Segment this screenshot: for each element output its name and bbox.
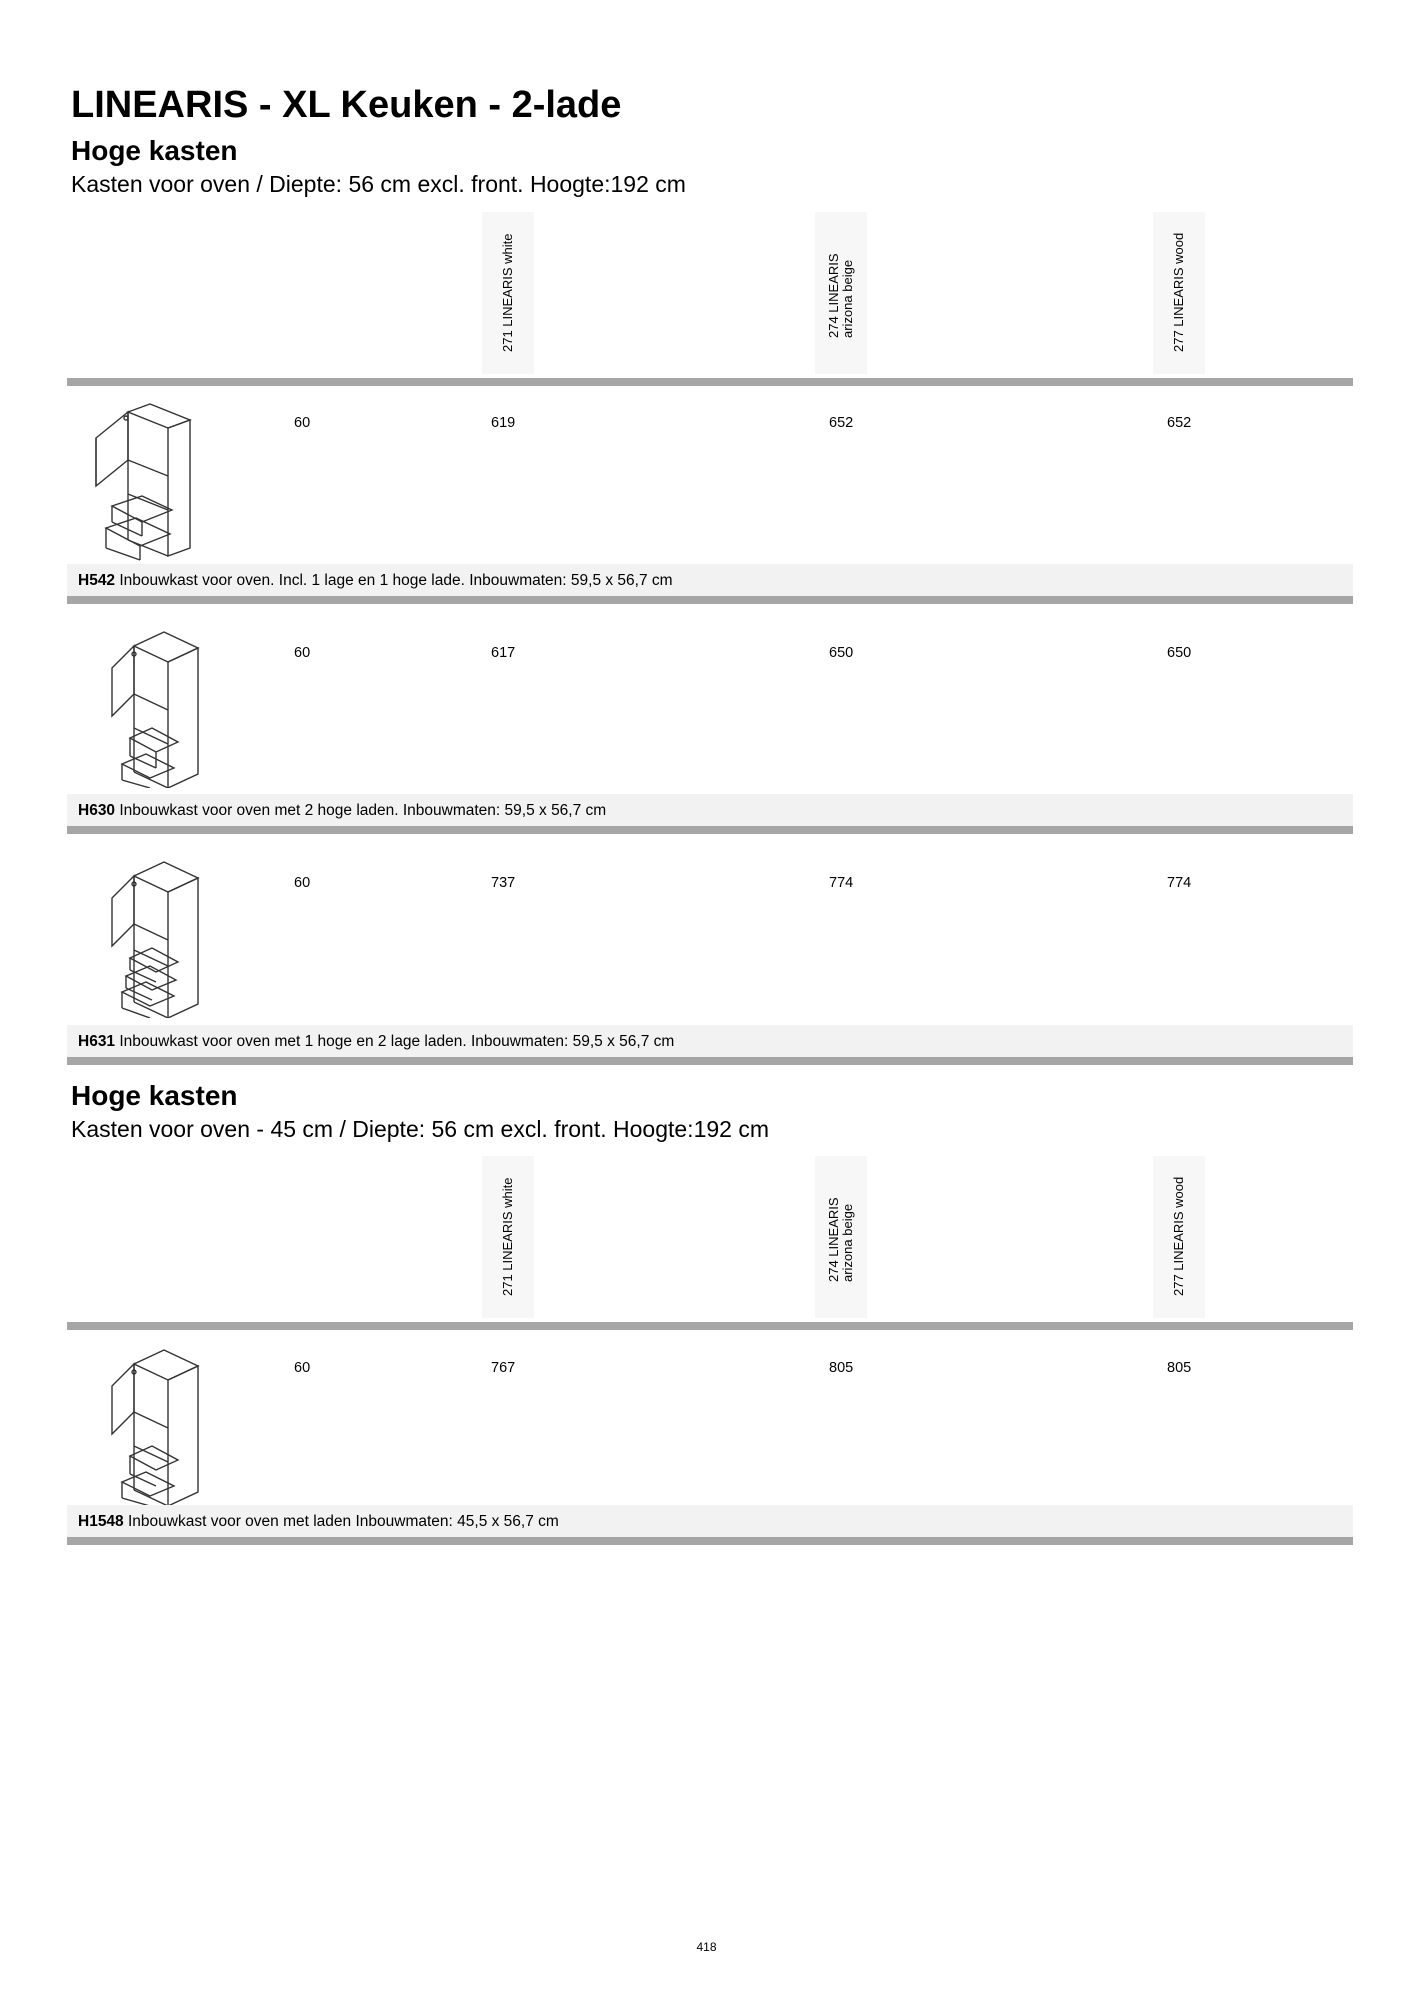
item-description <box>78 571 673 591</box>
column-header <box>482 212 534 374</box>
item-width: 60 <box>294 415 311 431</box>
item-width: 60 <box>294 1360 311 1376</box>
price-274: 652 <box>829 415 854 431</box>
price-274: 774 <box>829 875 854 891</box>
tall-oven-cabinet-drawers-icon <box>110 628 202 788</box>
item-code: H631 <box>78 1033 116 1050</box>
row-rule <box>67 596 1353 604</box>
item-description-text: Inbouwkast voor oven. Incl. 1 lage en 1 hoge lade. Inbouwmaten: 59,5 x 56,7 cm <box>119 572 673 589</box>
item-code: H630 <box>78 802 116 819</box>
tall-oven-cabinet-drawers-icon <box>90 402 202 562</box>
section-subtitle: Kasten voor oven / Diepte: 56 cm excl. front. Hoogte:192 cm <box>71 171 686 197</box>
row-rule <box>67 1057 1353 1065</box>
item-description-text: Inbouwkast voor oven met 2 hoge laden. Inbouwmaten: 59,5 x 56,7 cm <box>119 802 607 819</box>
price-271: 619 <box>491 415 516 431</box>
item-code: H542 <box>78 572 116 589</box>
price-277: 652 <box>1167 415 1192 431</box>
price-271: 737 <box>491 875 516 891</box>
item-width: 60 <box>294 645 311 661</box>
column-header-label: 271 LINEARIS white <box>500 233 515 352</box>
item-description <box>78 1032 674 1052</box>
column-header <box>1153 212 1205 374</box>
item-description-text: Inbouwkast voor oven met laden Inbouwmaten: 45,5 x 56,7 cm <box>128 1513 559 1530</box>
price-277: 805 <box>1167 1360 1192 1376</box>
column-header-label: 277 LINEARIS wood <box>1171 232 1186 352</box>
column-header: 274 LINEARIS arizona beige <box>815 1156 867 1318</box>
table-header-rule <box>67 1322 1353 1330</box>
column-header-label: 274 LINEARIS <box>826 253 841 338</box>
page-number: 418 <box>696 1940 717 1954</box>
price-271: 617 <box>491 645 516 661</box>
row-rule <box>67 1537 1353 1545</box>
item-description-text: Inbouwkast voor oven met 1 hoge en 2 lage laden. Inbouwmaten: 59,5 x 56,7 cm <box>119 1033 675 1050</box>
column-header-label: 277 LINEARIS wood <box>1171 1176 1186 1296</box>
tall-oven-cabinet-drawers-icon <box>110 858 202 1018</box>
section-subtitle: Kasten voor oven - 45 cm / Diepte: 56 cm excl. front. Hoogte:192 cm <box>71 1116 769 1142</box>
price-277: 650 <box>1167 645 1192 661</box>
column-header: 274 LINEARIS arizona beige <box>815 212 867 374</box>
page-title: LINEARIS - XL Keuken - 2-lade <box>71 84 622 126</box>
price-274: 805 <box>829 1360 854 1376</box>
column-header <box>1153 1156 1205 1318</box>
column-header-label: 274 LINEARIS <box>826 1197 841 1282</box>
row-rule <box>67 826 1353 834</box>
price-271: 767 <box>491 1360 516 1376</box>
price-274: 650 <box>829 645 854 661</box>
column-header-label: 271 LINEARIS white <box>500 1177 515 1296</box>
item-description <box>78 801 606 821</box>
price-277: 774 <box>1167 875 1192 891</box>
column-header <box>482 1156 534 1318</box>
section-heading: Hoge kasten <box>71 135 238 166</box>
tall-oven-cabinet-drawers-icon <box>110 1346 202 1506</box>
table-header-rule <box>67 378 1353 386</box>
item-code: H1548 <box>78 1513 124 1530</box>
item-description <box>78 1512 559 1532</box>
item-width: 60 <box>294 875 311 891</box>
section-heading: Hoge kasten <box>71 1080 238 1111</box>
